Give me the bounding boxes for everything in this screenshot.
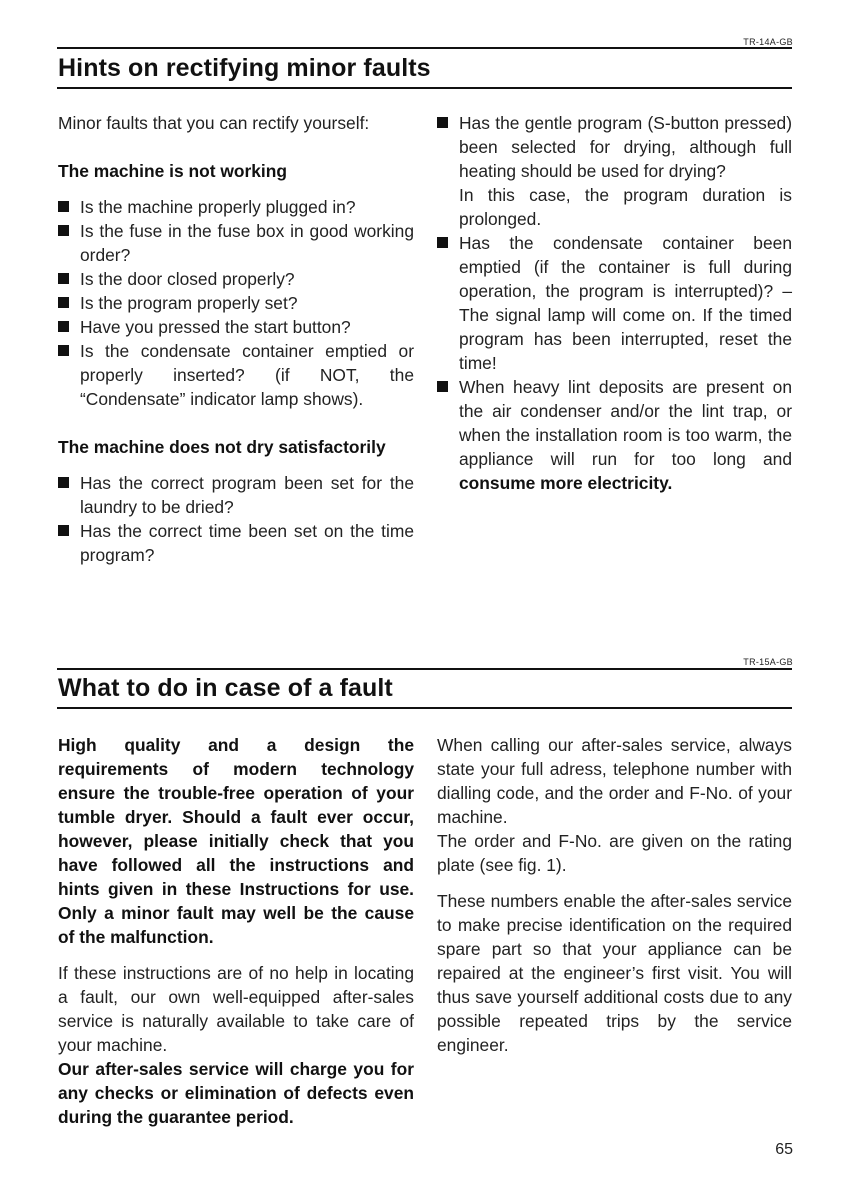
top-rule — [57, 47, 792, 49]
not-drying-checklist — [58, 471, 414, 567]
charge-notice: Our after-sales service will charge you for any checks or elimination of defects even during the guarantee period. — [58, 1059, 414, 1127]
list-item: Is the fuse in the fuse box in good working order? — [58, 219, 414, 267]
bullet-square-icon — [58, 345, 69, 356]
top-rule — [57, 668, 792, 670]
bullet-square-icon — [58, 225, 69, 236]
calling-instructions: When calling our after-sales service, always state your full adress, telephone number with dialling code, and the order and F-No. of your machine. — [437, 735, 792, 827]
document-reference-code: TR-15A-GB — [743, 657, 793, 667]
bullet-square-icon — [437, 117, 448, 128]
bullet-square-icon — [58, 297, 69, 308]
rating-plate-note: The order and F-No. are given on the rating plate (see fig. 1). — [437, 831, 792, 875]
bullet-square-icon — [437, 381, 448, 392]
title-underline — [57, 87, 792, 89]
not-working-checklist — [58, 195, 414, 411]
list-item: Is the door closed properly? — [58, 267, 414, 291]
list-item: Is the condensate container emptied or properly inserted? (if NOT, the “Condensate” indicator lamp shows). — [58, 339, 414, 411]
bullet-square-icon — [58, 477, 69, 488]
quality-statement: High quality and a design the requirements of modern technology ensure the trouble-free operation of your tumble dryer. Should a fault ever occur, however, please initially check that you have followed all the instructions and hints given in these Instructions for use. Only a minor fault may well be the cause of the malfunction. — [58, 735, 414, 947]
list-item-note: In this case, the program duration is prolonged. — [459, 185, 792, 229]
bullet-square-icon — [58, 273, 69, 284]
service-paragraph: If these instructions are of no help in locating a fault, our own well-equipped after-sales service is naturally available to take care of your machine. — [58, 963, 414, 1055]
list-item: Is the machine properly plugged in? — [58, 195, 414, 219]
intro-text: Minor faults that you can rectify yourself: — [58, 113, 370, 133]
page-number: 65 — [775, 1141, 793, 1158]
list-item: Has the correct time been set on the time program? — [58, 519, 414, 567]
bullet-square-icon — [437, 237, 448, 248]
dryer-hints-list — [437, 111, 792, 495]
title-underline — [57, 707, 792, 709]
subheading-not-drying: The machine does not dry satisfactorily — [58, 437, 386, 457]
list-item: Is the program properly set? — [58, 291, 414, 315]
left-column — [58, 111, 414, 567]
list-item: Has the gentle program (S-button pressed) been selected for drying, although full heating should be used for drying? In this case, the program duration is prolonged. — [437, 111, 792, 231]
left-column — [58, 733, 414, 1129]
list-item: Has the condensate container been emptied (if the container is full during operation, the program is interrupted)? – The signal lamp will come on. If the timed program has been interrupted, reset the time! — [437, 231, 792, 375]
right-column — [437, 733, 792, 1057]
bullet-square-icon — [58, 201, 69, 212]
bullet-square-icon — [58, 321, 69, 332]
right-column — [437, 111, 792, 495]
emphasis-text: consume more electricity. — [459, 473, 673, 493]
bullet-square-icon — [58, 525, 69, 536]
section-title: Hints on rectifying minor faults — [58, 54, 431, 82]
list-item: Has the correct program been set for the laundry to be dried? — [58, 471, 414, 519]
subheading-not-working: The machine is not working — [58, 161, 288, 181]
section-title: What to do in case of a fault — [58, 674, 393, 702]
list-item: Have you pressed the start button? — [58, 315, 414, 339]
list-item: When heavy lint deposits are present on the air condenser and/or the lint trap, or when the installation room is too warm, the appliance will run for too long and consume more electricity. — [437, 375, 792, 495]
document-reference-code: TR-14A-GB — [743, 37, 793, 47]
identification-paragraph: These numbers enable the after-sales service to make precise identification on the required spare part so that your appliance can be repaired at the engineer’s first visit. You will thus save yourself additional costs due to any possible repeated trips by the service engineer. — [437, 891, 792, 1055]
